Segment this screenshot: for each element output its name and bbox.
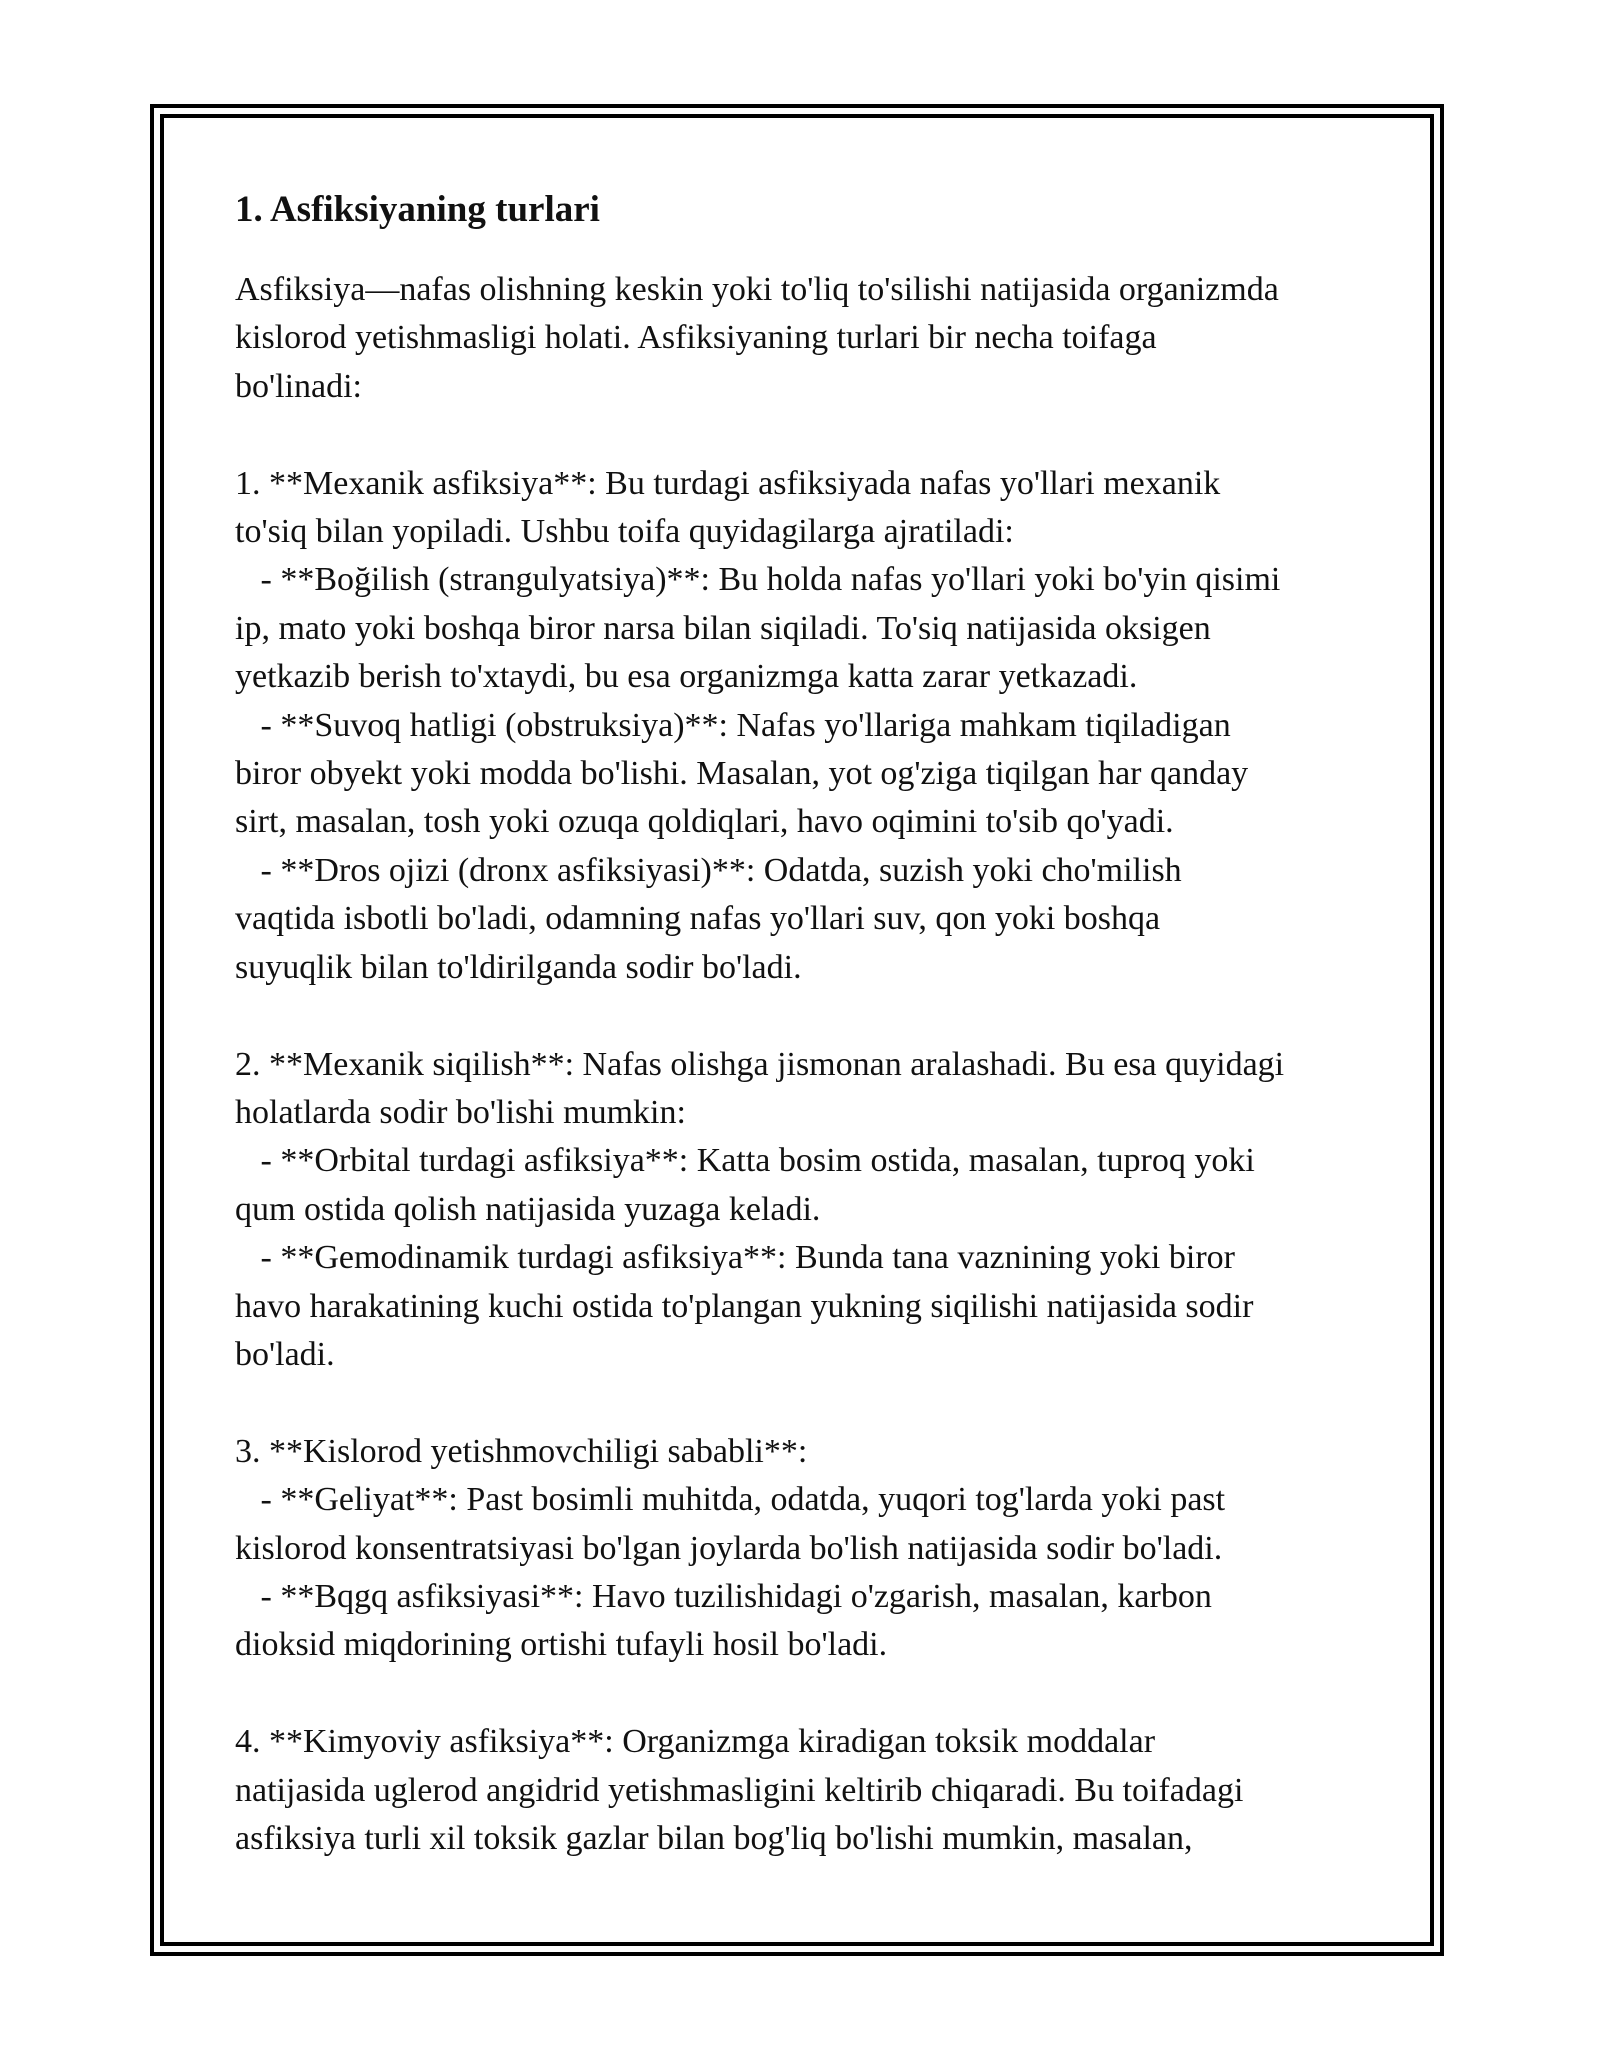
section-body: Asfiksiya—nafas olishning keskin yoki to'liq to'silishi natijasida organizmda kislorod yetishmasligi holati. Asfiksiyaning turlari bir necha toifaga bo'linadi: 1. **Mexanik asfiksiya**: Bu turdagi asfiksiyada nafas yo'llari mexanik to'siq bilan yopiladi. Ushbu toifa quyidagilarga ajratiladi: - **Boğilish (strangulyatsiya)**: Bu holda nafas yo'llari yoki bo'yin qisimi ip, mato yoki boshqa biror narsa bilan siqiladi. To'siq natijasida oksigen yetkazib berish to'xtaydi, bu esa organizmga katta zarar yetkazadi. - **Suvoq hatligi (obstruksiya)**: Nafas yo'llariga mahkam tiqiladigan biror obyekt yoki modda bo'lishi. Masalan, yot og'ziga tiqilgan har qanday sirt, masalan, tosh yoki ozuqa qoldiqlari, havo oqimini to'sib qo'yadi. - **Dros ojizi (dronx asfiksiyasi)**: Odatda, suzish yoki cho'milish vaqtida isbotli bo'ladi, odamning nafas yo'llari suv, qon yoki boshqa suyuqlik bilan to'ldirilganda sodir bo'ladi. 2. **Mexanik siqilish**: Nafas olishga jismonan aralashadi. Bu esa quyidagi holatlarda sodir bo'lishi mumkin: - **Orbital turdagi asfiksiya**: Katta bosim ostida, masalan, tuproq yoki qum ostida qolish natijasida yuzaga keladi. - **Gemodinamik turdagi asfiksiya**: Bunda tana vaznining yoki biror havo harakatining kuchi ostida to'plangan yukning siqilishi natijasida sodir bo'ladi. 3. **Kislorod yetishmovchiligi sababli**: - **Geliyat**: Past bosimli muhitda, odatda, yuqori tog'larda yoki past kislorod konsentratsiyasi bo'lgan joylarda bo'lish natijasida sodir bo'ladi. - **Bqgq asfiksiyasi**: Havo tuzilishidagi o'zgarish, masalan, karbon dioksid miqdorining ortishi tufayli hosil bo'ladi. 4. **Kimyoviy asfiksiya**: Organizmga kiradigan toksik moddalar natijasida uglerod angidrid yetishmasligini keltirib chiqaradi. Bu toifadagi asfiksiya turli xil toksik gazlar bilan bog'liq bo'lishi mumkin, masalan,	[235, 271, 1285, 1857]
section-title: 1. Asfiksiyaning turlari	[235, 189, 600, 230]
document-content	[235, 186, 1375, 1863]
